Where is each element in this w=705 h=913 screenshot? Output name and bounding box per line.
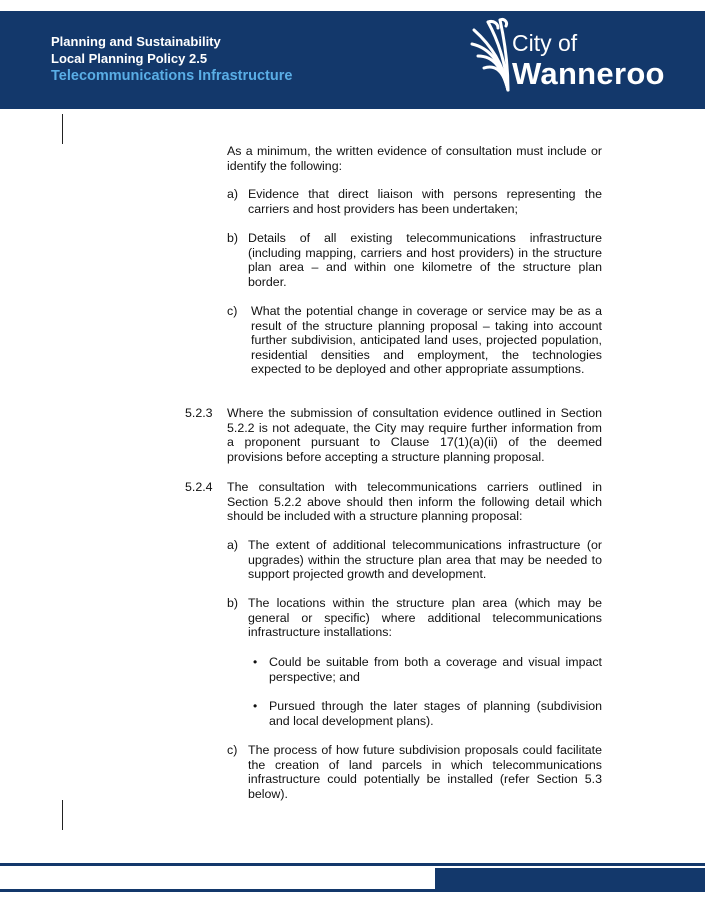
list2-item-c-text: The process of how future subdivision proposals could facilitate the creation of land parcels in which telecommunications infrastructure could potentially be installed (refer Section 5.3 below).: [248, 743, 602, 801]
city-logo: [468, 16, 678, 98]
header-department: Planning and Sustainability: [51, 34, 221, 49]
margin-change-bar-bottom: [62, 800, 63, 830]
intro-paragraph: As a minimum, the written evidence of consultation must include or identify the following:: [227, 144, 602, 173]
section-5-2-3-text: Where the submission of consultation evidence outlined in Section 5.2.2 is not adequate, the City may require further information from a proponent pursuant to Clause 17(1)(a)(ii) of the deemed provisions before accepting a structure planning proposal.: [227, 406, 602, 464]
bullet-glyph: •: [253, 655, 258, 669]
bullet-item: Pursued through the later stages of planning (subdivision and local development plans).: [269, 699, 602, 728]
logo-city-text: City of: [512, 30, 578, 56]
header-policy-number: Local Planning Policy 2.5: [51, 51, 208, 66]
list1-item-b-text: Details of all existing telecommunications infrastructure (including mapping, carriers and host providers) in the structure plan area – and within one kilometre of the structure plan border.: [248, 231, 602, 289]
list2-item-a-text: The extent of additional telecommunications infrastructure (or upgrades) within the structure plan area that may be needed to support projected growth and development.: [248, 538, 602, 582]
margin-change-bar-top: [62, 114, 63, 144]
section-5-2-3-number: 5.2.3: [185, 406, 213, 420]
header-policy-title: Telecommunications Infrastructure: [51, 68, 293, 84]
list1-item-c-label: c): [227, 304, 238, 318]
list1-item-c-text: What the potential change in coverage or service may be as a result of the structure planning proposal – taking into account further subdivision, anticipated land uses, projected population, residential densities and employment, the technologies expected to be deployed and other appropriate assumptions.: [251, 304, 602, 377]
list1-item-b-label: b): [227, 231, 239, 245]
grass-tree-logo-icon: [468, 16, 514, 94]
page-header: [0, 11, 705, 109]
list1-item-a-label: a): [227, 187, 239, 201]
section-5-2-4-number: 5.2.4: [185, 480, 213, 494]
bullet-glyph: •: [253, 699, 258, 713]
footer-rule-bottom: [0, 889, 705, 892]
bullet-item: Could be suitable from both a coverage and visual impact perspective; and: [269, 655, 602, 684]
logo-name-text: Wanneroo: [512, 56, 665, 91]
list2-item-b-label: b): [227, 596, 239, 610]
footer-rule-top: [0, 863, 705, 866]
list2-item-a-label: a): [227, 538, 239, 552]
list1-item-a-text: Evidence that direct liaison with persons representing the carriers and host providers has been undertaken;: [248, 187, 602, 216]
list2-item-c-label: c): [227, 743, 238, 757]
list2-item-b-text: The locations within the structure plan area (which may be general or specific) where additional telecommunications infrastructure installations:: [248, 596, 602, 640]
section-5-2-4-text: The consultation with telecommunications carriers outlined in Section 5.2.2 above should then inform the following detail which should be included with a structure planning proposal:: [227, 480, 602, 524]
footer-bar: [435, 868, 705, 889]
